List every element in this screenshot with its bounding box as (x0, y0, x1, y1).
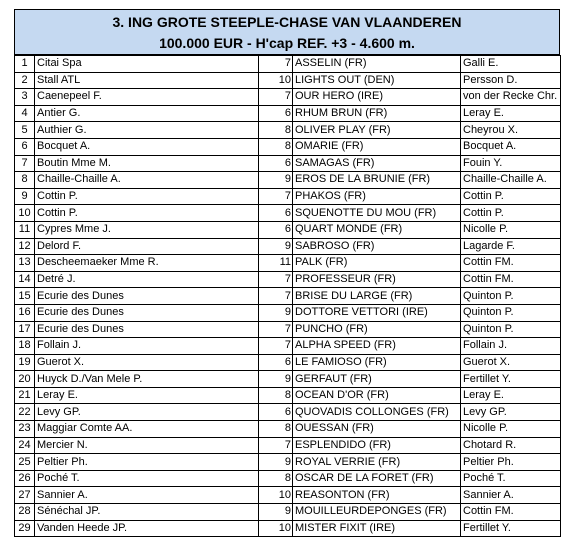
entries-table (14, 55, 561, 537)
entries-body (15, 56, 561, 537)
entry-number: 9 (15, 188, 35, 205)
table-row (15, 404, 561, 421)
table-row (15, 138, 561, 155)
age-cell: 8 (259, 470, 293, 487)
table-row (15, 89, 561, 106)
trainer-cell: Quinton P. (461, 304, 561, 321)
trainer-cell: Nicolle P. (461, 421, 561, 438)
owner-cell: Bocquet A. (35, 138, 259, 155)
owner-cell: Antier G. (35, 105, 259, 122)
trainer-cell: Fertillet Y. (461, 371, 561, 388)
table-row (15, 520, 561, 537)
table-row (15, 255, 561, 272)
age-cell: 7 (259, 338, 293, 355)
owner-cell: Follain J. (35, 338, 259, 355)
entry-number: 24 (15, 437, 35, 454)
table-row (15, 321, 561, 338)
entry-number: 26 (15, 470, 35, 487)
entry-number: 5 (15, 122, 35, 139)
table-row (15, 271, 561, 288)
table-row (15, 338, 561, 355)
entry-number: 12 (15, 238, 35, 255)
owner-cell: Descheemaeker Mme R. (35, 255, 259, 272)
horse-name-cell: OUESSAN (FR) (293, 421, 461, 438)
trainer-cell: Leray E. (461, 105, 561, 122)
entry-number: 6 (15, 138, 35, 155)
race-title: 3. ING GROTE STEEPLE-CHASE VAN VLAANDEREN (112, 14, 462, 30)
owner-cell: Peltier Ph. (35, 454, 259, 471)
race-entry-sheet (14, 9, 560, 537)
owner-cell: Guerot X. (35, 354, 259, 371)
age-cell: 11 (259, 255, 293, 272)
horse-name-cell: SQUENOTTE DU MOU (FR) (293, 205, 461, 222)
trainer-cell: Lagarde F. (461, 238, 561, 255)
horse-name-cell: OCEAN D'OR (FR) (293, 387, 461, 404)
age-cell: 6 (259, 221, 293, 238)
age-cell: 9 (259, 454, 293, 471)
owner-cell: Chaille-Chaille A. (35, 172, 259, 189)
trainer-cell: Chaille-Chaille A. (461, 172, 561, 189)
entry-number: 22 (15, 404, 35, 421)
owner-cell: Ecurie des Dunes (35, 288, 259, 305)
entry-number: 2 (15, 72, 35, 89)
age-cell: 10 (259, 520, 293, 537)
horse-name-cell: QUOVADIS COLLONGES (FR) (293, 404, 461, 421)
age-cell: 7 (259, 188, 293, 205)
trainer-cell: Fouin Y. (461, 155, 561, 172)
owner-cell: Maggiar Comte AA. (35, 421, 259, 438)
age-cell: 8 (259, 122, 293, 139)
trainer-cell: Quinton P. (461, 288, 561, 305)
owner-cell: Cypres Mme J. (35, 221, 259, 238)
entry-number: 11 (15, 221, 35, 238)
owner-cell: Ecurie des Dunes (35, 321, 259, 338)
table-row (15, 504, 561, 521)
owner-cell: Ecurie des Dunes (35, 304, 259, 321)
horse-name-cell: ASSELIN (FR) (293, 56, 461, 73)
owner-cell: Poché T. (35, 470, 259, 487)
trainer-cell: Nicolle P. (461, 221, 561, 238)
age-cell: 7 (259, 288, 293, 305)
horse-name-cell: PUNCHO (FR) (293, 321, 461, 338)
age-cell: 7 (259, 56, 293, 73)
entry-number: 4 (15, 105, 35, 122)
owner-cell: Citai Spa (35, 56, 259, 73)
trainer-cell: Sannier A. (461, 487, 561, 504)
table-row (15, 72, 561, 89)
trainer-cell: Quinton P. (461, 321, 561, 338)
age-cell: 10 (259, 487, 293, 504)
table-row (15, 122, 561, 139)
entry-number: 8 (15, 172, 35, 189)
table-row (15, 172, 561, 189)
trainer-cell: Peltier Ph. (461, 454, 561, 471)
horse-name-cell: MOUILLEURDEPONGES (FR) (293, 504, 461, 521)
trainer-cell: Fertillet Y. (461, 520, 561, 537)
owner-cell: Cottin P. (35, 205, 259, 222)
owner-cell: Sannier A. (35, 487, 259, 504)
owner-cell: Huyck D./Van Mele P. (35, 371, 259, 388)
horse-name-cell: QUART MONDE (FR) (293, 221, 461, 238)
age-cell: 8 (259, 387, 293, 404)
horse-name-cell: RHUM BRUN (FR) (293, 105, 461, 122)
table-row (15, 470, 561, 487)
trainer-cell: Cottin P. (461, 205, 561, 222)
entry-number: 27 (15, 487, 35, 504)
horse-name-cell: EROS DE LA BRUNIE (FR) (293, 172, 461, 189)
age-cell: 7 (259, 321, 293, 338)
table-row (15, 56, 561, 73)
age-cell: 8 (259, 138, 293, 155)
age-cell: 8 (259, 421, 293, 438)
horse-name-cell: ROYAL VERRIE (FR) (293, 454, 461, 471)
horse-name-cell: SAMAGAS (FR) (293, 155, 461, 172)
owner-cell: Sénéchal JP. (35, 504, 259, 521)
trainer-cell: Follain J. (461, 338, 561, 355)
table-row (15, 188, 561, 205)
trainer-cell: Poché T. (461, 470, 561, 487)
trainer-cell: Cottin FM. (461, 255, 561, 272)
trainer-cell: Cottin FM. (461, 504, 561, 521)
entry-number: 19 (15, 354, 35, 371)
owner-cell: Stall ATL (35, 72, 259, 89)
age-cell: 7 (259, 271, 293, 288)
trainer-cell: Persson D. (461, 72, 561, 89)
age-cell: 6 (259, 404, 293, 421)
age-cell: 6 (259, 105, 293, 122)
horse-name-cell: LE FAMIOSO (FR) (293, 354, 461, 371)
age-cell: 9 (259, 504, 293, 521)
owner-cell: Delord F. (35, 238, 259, 255)
horse-name-cell: DOTTORE VETTORI (IRE) (293, 304, 461, 321)
horse-name-cell: LIGHTS OUT (DEN) (293, 72, 461, 89)
horse-name-cell: OLIVER PLAY (FR) (293, 122, 461, 139)
age-cell: 6 (259, 155, 293, 172)
race-header (14, 9, 560, 55)
age-cell: 9 (259, 304, 293, 321)
table-row (15, 487, 561, 504)
horse-name-cell: BRISE DU LARGE (FR) (293, 288, 461, 305)
horse-name-cell: ALPHA SPEED (FR) (293, 338, 461, 355)
table-row (15, 205, 561, 222)
entry-number: 16 (15, 304, 35, 321)
age-cell: 9 (259, 172, 293, 189)
horse-name-cell: GERFAUT (FR) (293, 371, 461, 388)
horse-name-cell: OSCAR DE LA FORET (FR) (293, 470, 461, 487)
table-row (15, 454, 561, 471)
entry-number: 14 (15, 271, 35, 288)
age-cell: 9 (259, 238, 293, 255)
table-row (15, 221, 561, 238)
owner-cell: Authier G. (35, 122, 259, 139)
horse-name-cell: MISTER FIXIT (IRE) (293, 520, 461, 537)
entry-number: 10 (15, 205, 35, 222)
owner-cell: Mercier N. (35, 437, 259, 454)
trainer-cell: Leray E. (461, 387, 561, 404)
owner-cell: Caenepeel F. (35, 89, 259, 106)
age-cell: 6 (259, 354, 293, 371)
owner-cell: Leray E. (35, 387, 259, 404)
age-cell: 9 (259, 371, 293, 388)
owner-cell: Detré J. (35, 271, 259, 288)
horse-name-cell: SABROSO (FR) (293, 238, 461, 255)
age-cell: 7 (259, 437, 293, 454)
owner-cell: Boutin Mme M. (35, 155, 259, 172)
entry-number: 20 (15, 371, 35, 388)
trainer-cell: von der Recke Chr. (461, 89, 561, 106)
trainer-cell: Cottin FM. (461, 271, 561, 288)
entry-number: 18 (15, 338, 35, 355)
table-row (15, 105, 561, 122)
table-row (15, 387, 561, 404)
table-row (15, 155, 561, 172)
entry-number: 15 (15, 288, 35, 305)
trainer-cell: Chotard R. (461, 437, 561, 454)
entry-number: 3 (15, 89, 35, 106)
owner-cell: Cottin P. (35, 188, 259, 205)
horse-name-cell: PROFESSEUR (FR) (293, 271, 461, 288)
trainer-cell: Cottin P. (461, 188, 561, 205)
horse-name-cell: PHAKOS (FR) (293, 188, 461, 205)
table-row (15, 238, 561, 255)
entry-number: 21 (15, 387, 35, 404)
owner-cell: Vanden Heede JP. (35, 520, 259, 537)
trainer-cell: Levy GP. (461, 404, 561, 421)
table-row (15, 371, 561, 388)
horse-name-cell: ESPLENDIDO (FR) (293, 437, 461, 454)
trainer-cell: Guerot X. (461, 354, 561, 371)
horse-name-cell: PALK (FR) (293, 255, 461, 272)
table-row (15, 304, 561, 321)
entry-number: 13 (15, 255, 35, 272)
entry-number: 7 (15, 155, 35, 172)
table-row (15, 437, 561, 454)
table-row (15, 421, 561, 438)
owner-cell: Levy GP. (35, 404, 259, 421)
entry-number: 1 (15, 56, 35, 73)
entry-number: 25 (15, 454, 35, 471)
horse-name-cell: OMARIE (FR) (293, 138, 461, 155)
age-cell: 7 (259, 89, 293, 106)
table-row (15, 354, 561, 371)
entry-number: 28 (15, 504, 35, 521)
race-subtitle: 100.000 EUR - H'cap REF. +3 - 4.600 m. (15, 32, 559, 55)
trainer-cell: Bocquet A. (461, 138, 561, 155)
trainer-cell: Galli E. (461, 56, 561, 73)
entry-number: 29 (15, 520, 35, 537)
entry-number: 23 (15, 421, 35, 438)
age-cell: 6 (259, 205, 293, 222)
table-row (15, 288, 561, 305)
horse-name-cell: REASONTON (FR) (293, 487, 461, 504)
age-cell: 10 (259, 72, 293, 89)
trainer-cell: Cheyrou X. (461, 122, 561, 139)
horse-name-cell: OUR HERO (IRE) (293, 89, 461, 106)
entry-number: 17 (15, 321, 35, 338)
